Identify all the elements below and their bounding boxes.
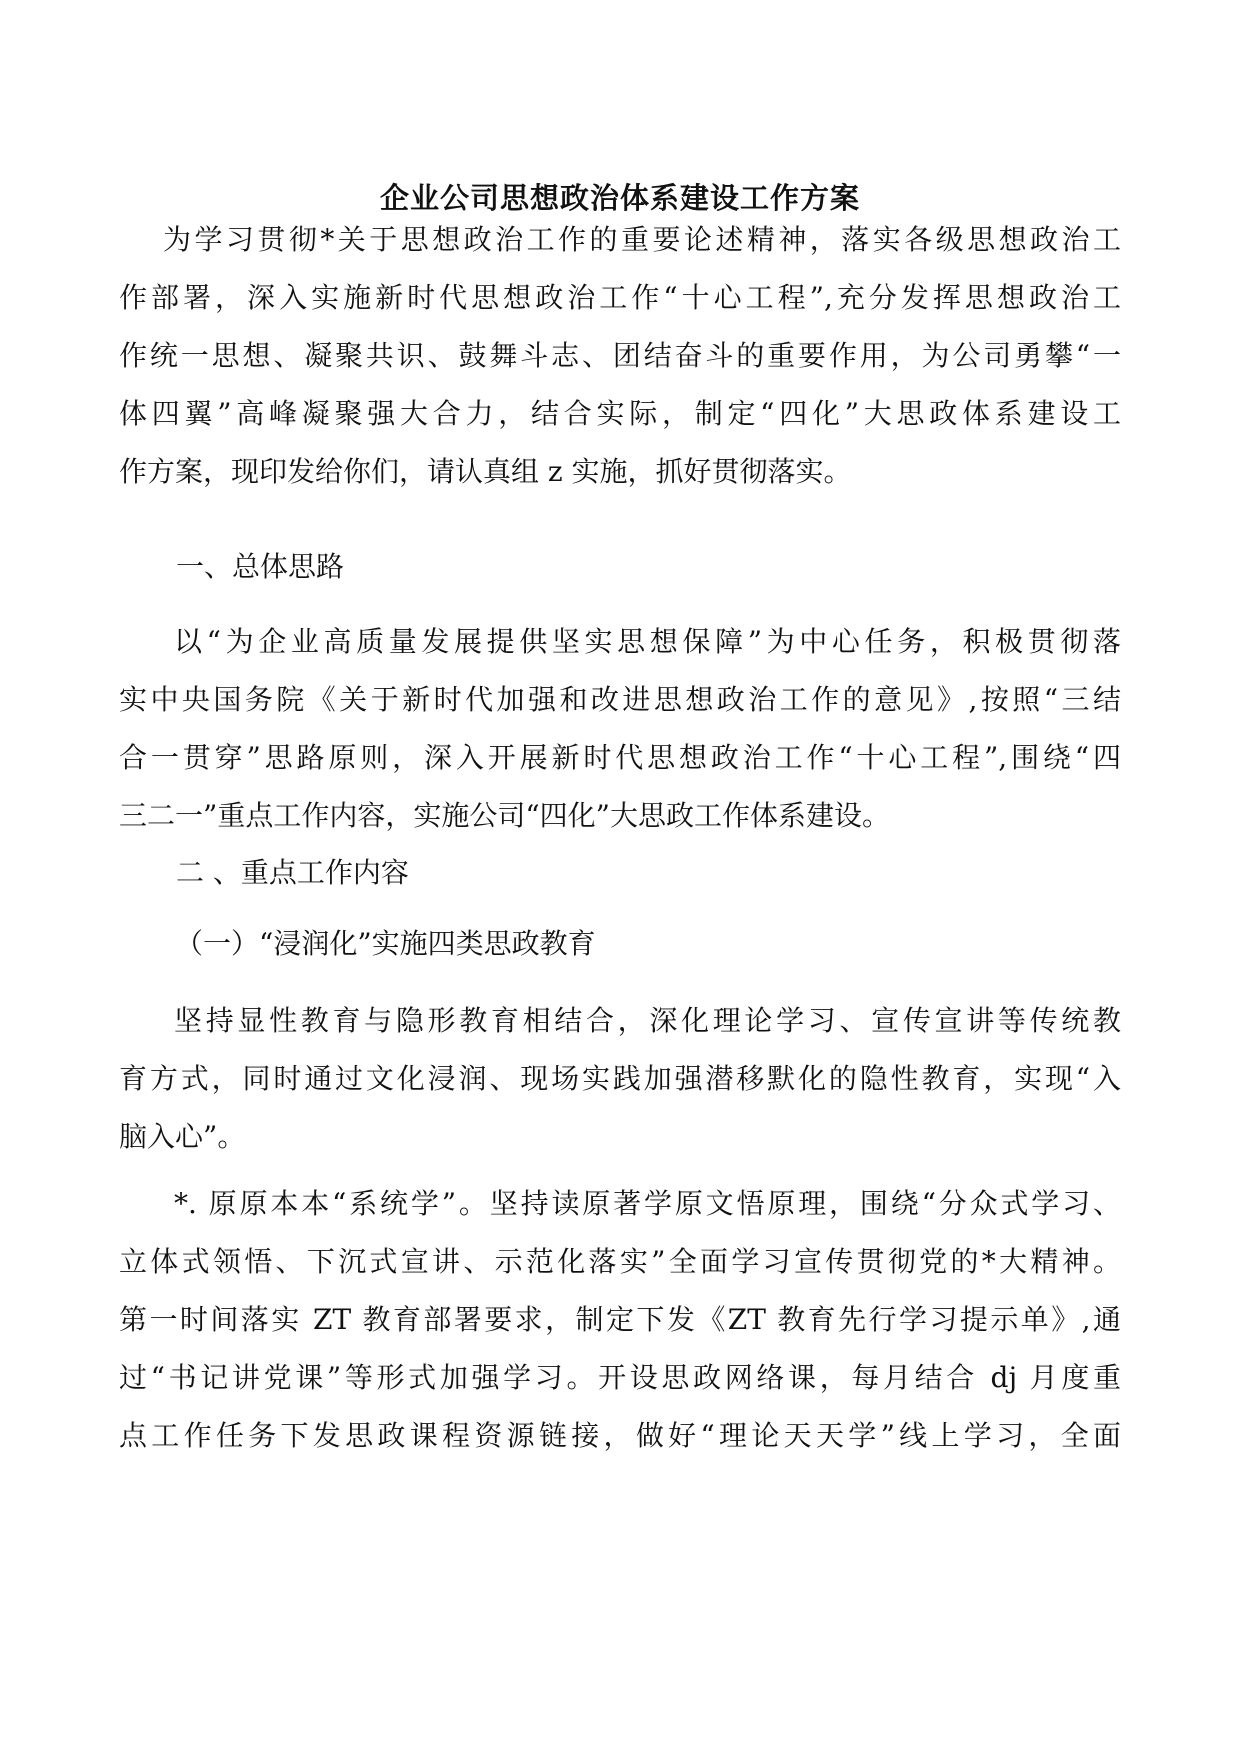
document-title: 企业公司思想政治体系建设工作方案 — [379, 181, 860, 215]
item1-line: 立体式领悟、下沉式宣讲、示范化落实”全面学习宣传贯彻党的*大精神。 — [119, 1245, 1121, 1278]
section-heading-key-work: 二 、重点工作内容 — [176, 856, 409, 889]
section1-paragraph — [119, 613, 1121, 845]
subsection1-paragraph — [119, 992, 1121, 1166]
section1-line: 实中央国务院《关于新时代加强和改进思想政治工作的意见》,按照“三结 — [119, 683, 1121, 716]
intro-paragraph — [119, 211, 1121, 501]
intro-line: 作统一思想、凝聚共识、鼓舞斗志、团结奋斗的重要作用，为公司勇攀“一 — [119, 339, 1121, 372]
intro-line: 作部署，深入实施新时代思想政治工作“十心工程”,充分发挥思想政治工 — [119, 281, 1121, 314]
item1-line: *. 原原本本“系统学”。坚持读原著学原文悟原理，围绕“分众式学习、 — [174, 1187, 1121, 1220]
intro-line: 体四翼”高峰凝聚强大合力，结合实际，制定“四化”大思政体系建设工 — [119, 397, 1121, 430]
item1-line: 点工作任务下发思政课程资源链接，做好“理论天天学”线上学习，全面 — [119, 1419, 1121, 1452]
intro-line: 为学习贯彻*关于思想政治工作的重要论述精神，落实各级思想政治工 — [163, 223, 1121, 256]
section1-line: 以“为企业高质量发展提供坚实思想保障”为中心任务，积极贯彻落 — [174, 625, 1121, 658]
section-heading-overall-approach: 一、总体思路 — [176, 550, 345, 583]
subsection1-line: 坚持显性教育与隐形教育相结合，深化理论学习、宣传宣讲等传统教 — [174, 1004, 1121, 1037]
item1-line: 第一时间落实 ZT 教育部署要求，制定下发《ZT 教育先行学习提示单》,通 — [119, 1303, 1121, 1336]
item1-line: 过“书记讲党课”等形式加强学习。开设思政网络课，每月结合 dj 月度重 — [119, 1361, 1121, 1394]
intro-line: 作方案，现印发给你们，请认真组 z 实施，抓好贯彻落实。 — [119, 455, 852, 488]
subsection-heading-immersion: （一）“浸润化”实施四类思政教育 — [175, 927, 596, 960]
subsection1-line: 脑入心”。 — [119, 1120, 246, 1153]
subsection1-line: 育方式，同时通过文化浸润、现场实践加强潜移默化的隐性教育，实现“入 — [119, 1062, 1121, 1095]
section1-line: 三二一”重点工作内容，实施公司“四化”大思政工作体系建设。 — [119, 799, 890, 832]
item1-paragraph — [119, 1175, 1121, 1465]
section1-line: 合一贯穿”思路原则，深入开展新时代思想政治工作“十心工程”,围绕“四 — [119, 741, 1121, 774]
